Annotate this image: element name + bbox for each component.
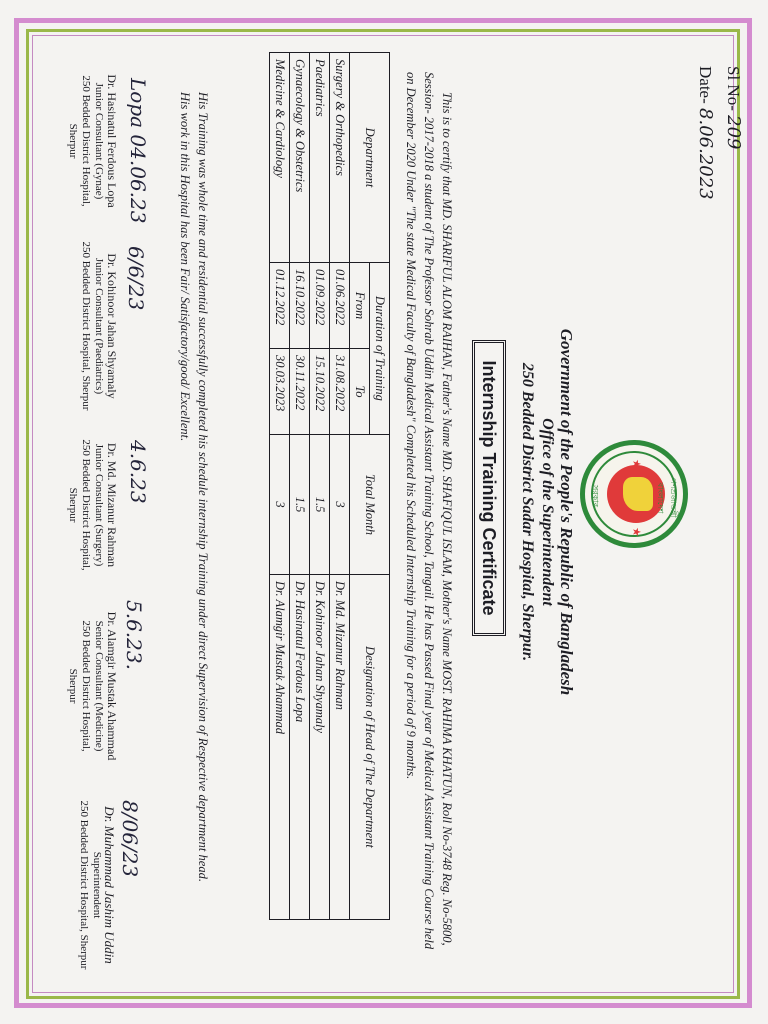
- certificate-body-text: This is to certify that MD. SHARIFUL ALOM RAIHAN, Father's Name MD. SHAFIQUL ISLAM, Mother's Name MOST. RAHIMA KHATUN, Roll No-3748 Reg. No-5800, Session- 2017-2018 a student of The Professor Sohrab Uddin Medical Assistant Training School, Tangail. He has Passed Final year of Medical Assistant Training Course held on December 2020 Under "The state Medical Faculty of Bangladesh" Completed his Scheduled Internship Training for a period of 9 months.: [404, 72, 454, 950]
- signature-mark-paediatrics: 6/6/23: [124, 246, 148, 311]
- header-hospital: 250 Bedded District Sadar Hospital, Sherpur.: [519, 362, 536, 662]
- seal-top-text: গণপ্রজাতন্ত্রী বাংলাদেশ: [656, 478, 678, 518]
- col-head: Designation of Head of The Department: [350, 575, 390, 920]
- signature-mark-gynae: Lopa 04.06.23: [126, 78, 150, 224]
- closing-text-evaluation: His work in this Hospital has been Fair/ Satisfactory/good/ Excellent.: [178, 92, 192, 442]
- signature-mark-superintendent: 8/06/23: [118, 800, 142, 878]
- table-row: Medicine & Cardiology 01.12.2022 30.03.2023 3 Dr. Alamgir Mustak Ahammad: [270, 53, 290, 920]
- col-total: Total Month: [350, 435, 390, 575]
- signatory-medicine: Dr. Alamgir Mustak Ahammad Senior Consultant (Medicine) 250 Bedded District Hospital, Sherpur: [67, 611, 119, 761]
- certificate-date: Date- 8.06.2023: [695, 66, 716, 200]
- table-row: Paediatrics 01.09.2022 15.10.2022 1.5 Dr. Kohinoor Jahan Shyamaly: [310, 53, 330, 920]
- table-row: Gynaecology & Obstetrics 16.10.2022 30.11.2022 1.5 Dr. Hasinatul Ferdous Lopa: [290, 53, 310, 920]
- signatory-surgery: Dr. Md. Mizanur Rahman Junior Consultant (Surgery) 250 Bedded District Hospital, Sherpur: [67, 439, 119, 571]
- government-seal-icon: ★ ★ গণপ্রজাতন্ত্রী বাংলাদেশ সরকার: [580, 440, 688, 548]
- col-from: From: [350, 263, 370, 349]
- col-to: To: [350, 349, 370, 435]
- col-duration: Duration of Training: [370, 263, 390, 435]
- header-office: Office of the Superintendent: [539, 418, 556, 606]
- table-row: Surgery & Orthopedics 01.06.2022 31.08.2022 3 Dr. Md. Mizanur Rahman: [330, 53, 350, 920]
- header-government: Government of the People's Republic of Bangladesh: [557, 328, 576, 696]
- serial-value: 209: [723, 115, 744, 150]
- col-department: Department: [350, 53, 390, 263]
- signatory-superintendent: Dr. Muhammad Jashim Uddin Superintendent 250 Bedded District Hospital, Sherpur: [78, 800, 117, 970]
- closing-text-supervision: His Training was whole time and residential successfully completed his schedule internship Training under direct Supervision of Respective department head.: [196, 92, 210, 882]
- signature-mark-medicine: 5.6.23.: [122, 600, 146, 670]
- signatory-paediatrics: Dr. Kohinoor Jahan Shyamaly Junior Consultant (Paediatrics) 250 Bedded District Hospital, Sherpur: [80, 241, 119, 411]
- date-value: 8.06.2023: [695, 108, 716, 200]
- training-table: [269, 52, 390, 920]
- closing-text: [176, 72, 212, 952]
- serial-number: Sl No- 209: [723, 66, 744, 150]
- signature-mark-surgery: 4.6.23: [126, 440, 150, 504]
- seal-bottom-text: সরকার: [591, 484, 600, 507]
- document-title: Internship Training Certificate: [472, 340, 506, 636]
- signatory-gynae: Dr. Hasinatul Ferdous Lopa Junior Consultant (Gynae) 250 Bedded District Hospital, Sherpur: [67, 74, 119, 208]
